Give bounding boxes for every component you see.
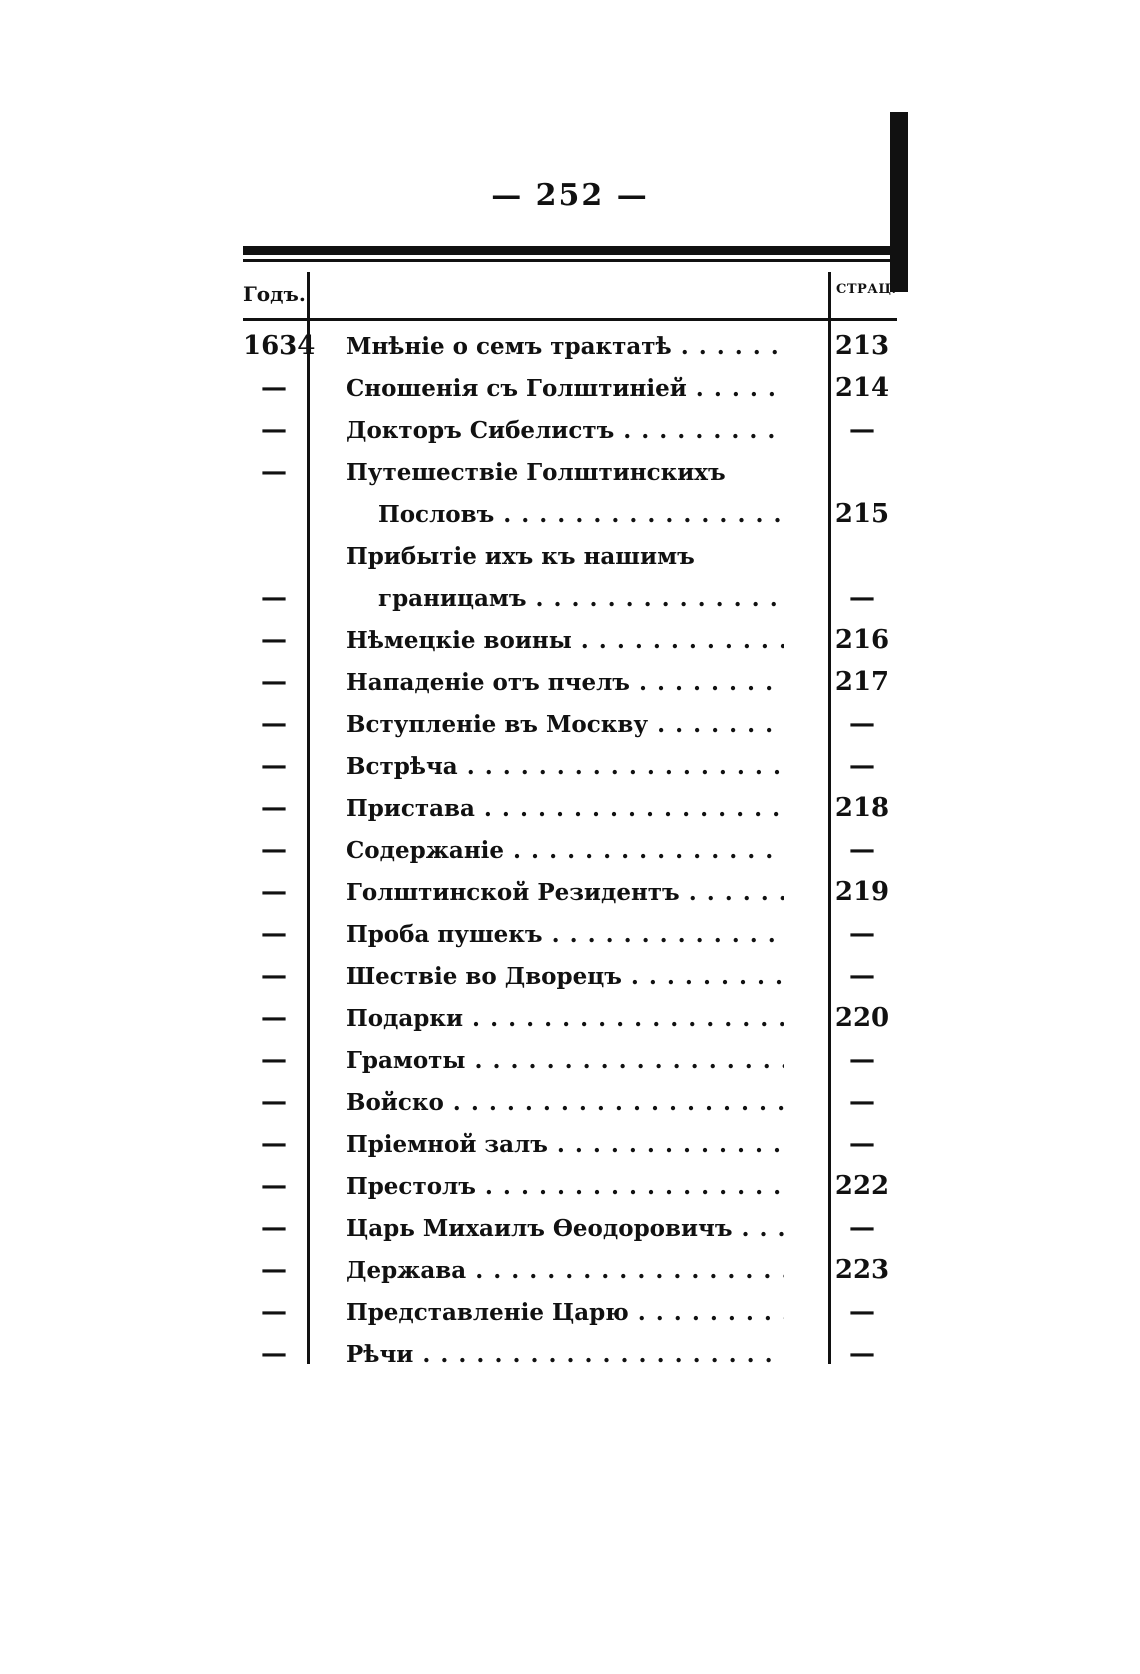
year-cell: — xyxy=(261,1003,287,1033)
table-row xyxy=(0,494,1140,535)
year-cell: — xyxy=(261,919,287,949)
page-cell: — xyxy=(849,1339,875,1369)
year-cell: — xyxy=(261,961,287,991)
page-cell: 223 xyxy=(834,1255,890,1285)
page-cell: 214 xyxy=(834,373,890,403)
page-cell: 220 xyxy=(834,1003,890,1033)
page-cell: — xyxy=(849,1297,875,1327)
table-row xyxy=(0,578,1140,619)
title-cell: Шествіе во Дворецъ . . . xyxy=(346,956,784,997)
page-cell: — xyxy=(849,415,875,445)
page-column-header: СТРАЦ. xyxy=(836,282,897,297)
page-cell: 216 xyxy=(834,625,890,655)
year-cell: — xyxy=(261,1297,287,1327)
title-cell: Прибытіе ихъ къ нашимъ xyxy=(346,543,695,570)
year-cell: — xyxy=(261,625,287,655)
title-cell: Сношенія съ Голштиніей . . . xyxy=(346,368,784,409)
table-row xyxy=(0,830,1140,871)
title-cell: Подарки . . . xyxy=(346,998,784,1039)
table-row xyxy=(0,998,1140,1039)
title-cell: Встрѣча . . . xyxy=(346,746,784,787)
title-cell: Голштинской Резидентъ . . . xyxy=(346,872,784,913)
year-cell: — xyxy=(261,1087,287,1117)
title-cell: Путешествіе Голштинскихъ xyxy=(346,459,726,486)
table-row xyxy=(0,536,1140,577)
title-cell: Нѣмецкіе воины . . . xyxy=(346,620,784,661)
year-cell: — xyxy=(261,1129,287,1159)
year-cell: — xyxy=(261,1213,287,1243)
year-cell: — xyxy=(261,667,287,697)
year-cell: — xyxy=(261,835,287,865)
page-cell: — xyxy=(849,1213,875,1243)
right-edge-mark xyxy=(890,112,908,292)
top-rule-thin xyxy=(243,259,897,262)
year-cell: — xyxy=(261,877,287,907)
title-cell: Держава . . . xyxy=(346,1250,784,1291)
table-row xyxy=(0,1124,1140,1165)
title-cell: Нападеніе отъ пчелъ . . . xyxy=(346,662,784,703)
table-row xyxy=(0,368,1140,409)
title-cell: Войско . . . xyxy=(346,1082,784,1123)
title-cell: границамъ . . . xyxy=(378,578,784,619)
table-row xyxy=(0,1292,1140,1333)
table-row xyxy=(0,956,1140,997)
table-row xyxy=(0,914,1140,955)
title-cell: Престолъ . . . xyxy=(346,1166,784,1207)
year-cell: — xyxy=(261,415,287,445)
table-row xyxy=(0,1208,1140,1249)
page-number: — 252 — xyxy=(491,178,649,213)
title-cell: Грамоты . . . xyxy=(346,1040,784,1081)
table-row xyxy=(0,788,1140,829)
page-cell: — xyxy=(849,1129,875,1159)
page-cell: — xyxy=(849,1087,875,1117)
year-cell: — xyxy=(261,1339,287,1369)
page-cell: — xyxy=(849,1045,875,1075)
title-cell: Царь Михаилъ Ѳеодоровичъ . . . xyxy=(346,1208,784,1249)
year-cell: — xyxy=(261,793,287,823)
year-cell: — xyxy=(261,709,287,739)
page-cell: 218 xyxy=(834,793,890,823)
table-row xyxy=(0,1082,1140,1123)
table-row xyxy=(0,872,1140,913)
title-cell: Рѣчи . . . xyxy=(346,1334,784,1375)
year-cell: — xyxy=(261,1171,287,1201)
table-row xyxy=(0,1334,1140,1375)
year-cell: — xyxy=(261,583,287,613)
table-row xyxy=(0,410,1140,451)
year-cell: — xyxy=(261,457,287,487)
page-cell: 219 xyxy=(834,877,890,907)
table-row xyxy=(0,1040,1140,1081)
title-cell: Пріемной залъ . . . xyxy=(346,1124,784,1165)
table-row xyxy=(0,662,1140,703)
page-cell: — xyxy=(849,583,875,613)
title-cell: Пристава . . . xyxy=(346,788,784,829)
page-cell: 213 xyxy=(834,331,890,361)
table-row xyxy=(0,452,1140,493)
table-row xyxy=(0,746,1140,787)
title-cell: Докторъ Сибелистъ . . . xyxy=(346,410,784,451)
year-cell: — xyxy=(261,751,287,781)
top-rule-thick xyxy=(243,246,897,255)
title-cell: Вступленіе въ Москву . . . xyxy=(346,704,784,745)
page-cell: — xyxy=(849,709,875,739)
year-cell: 1634 xyxy=(243,331,316,361)
page-cell: 222 xyxy=(834,1171,890,1201)
table-row xyxy=(0,704,1140,745)
header-rule xyxy=(243,318,897,321)
title-cell: Пословъ . . . xyxy=(378,494,784,535)
year-cell: — xyxy=(261,373,287,403)
table-row xyxy=(0,1250,1140,1291)
year-cell: — xyxy=(261,1045,287,1075)
title-cell: Представленіе Царю . . . xyxy=(346,1292,784,1333)
table-row xyxy=(0,620,1140,661)
page-cell: — xyxy=(849,961,875,991)
year-column-header: Годъ. xyxy=(243,282,306,306)
year-cell: — xyxy=(261,1255,287,1285)
title-cell: Мнѣніе о семъ трактатѣ . . . xyxy=(346,326,784,367)
table-row xyxy=(0,1166,1140,1207)
page-cell: — xyxy=(849,751,875,781)
page-cell: — xyxy=(849,919,875,949)
title-cell: Содержаніе . . . xyxy=(346,830,784,871)
table-row xyxy=(0,326,1140,367)
page-cell: 215 xyxy=(834,499,890,529)
page-cell: — xyxy=(849,835,875,865)
page-cell: 217 xyxy=(834,667,890,697)
title-cell: Проба пушекъ . . . xyxy=(346,914,784,955)
